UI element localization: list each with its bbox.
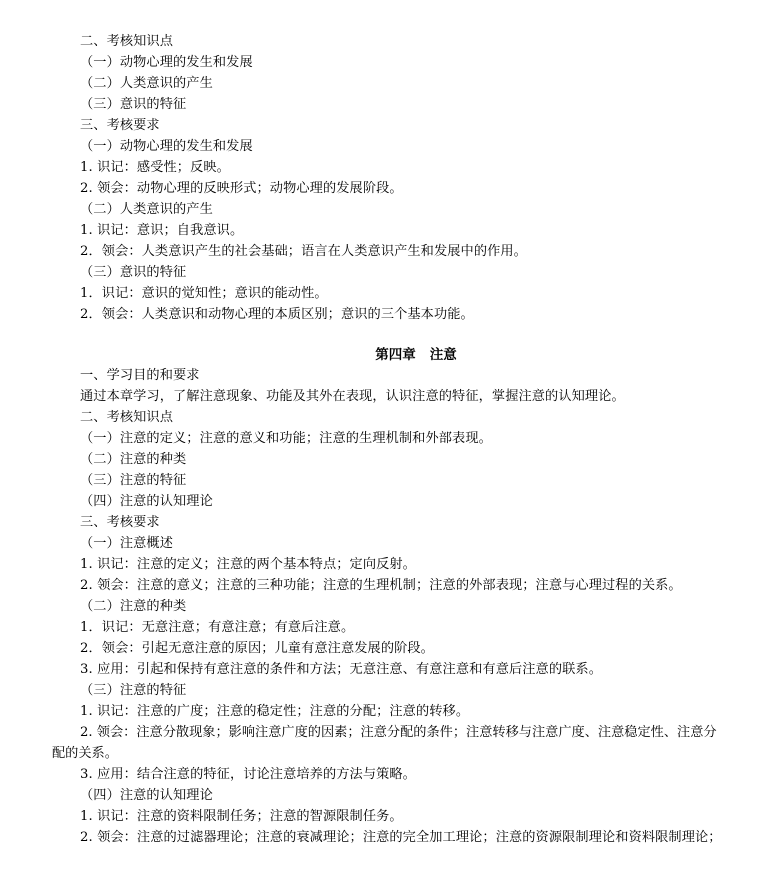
heading-requirements: 三、考核要求 <box>80 515 160 530</box>
requirement-item-wrapped: 2. 领会：注意分散现象；影响注意广度的因素；注意分配的条件；注意转移与注意广度、注意稳定性、注意分 <box>80 725 717 740</box>
requirement-item: 2．领会：引起无意注意的原因；儿童有意注意发展的阶段。 <box>80 641 434 656</box>
knowledge-point-item: （二）注意的种类 <box>80 452 187 467</box>
requirement-item: 1. 识记：注意的定义；注意的两个基本特点；定向反射。 <box>80 557 416 572</box>
objectives-text: 通过本章学习，了解注意现象、功能及其外在表现，认识注意的特征，掌握注意的认知理论。 <box>80 389 625 404</box>
requirement-item: 1. 识记：感受性；反映。 <box>80 160 230 175</box>
requirement-item: 3. 应用：结合注意的特征，讨论注意培养的方法与策略。 <box>80 767 416 782</box>
knowledge-point-item: （二）人类意识的产生 <box>80 76 213 91</box>
requirement-item: 2．领会：人类意识和动物心理的本质区别；意识的三个基本功能。 <box>80 307 474 322</box>
requirement-item-wrapped-continuation: 配的关系。 <box>52 746 118 761</box>
requirement-subheading: （一）动物心理的发生和发展 <box>80 139 253 154</box>
knowledge-point-item: （三）意识的特征 <box>80 97 187 112</box>
chapter-number: 第四章 <box>375 347 416 363</box>
knowledge-point-item: （一）动物心理的发生和发展 <box>80 55 253 70</box>
requirement-subheading: （三）意识的特征 <box>80 265 187 280</box>
knowledge-point-item: （一）注意的定义；注意的意义和功能；注意的生理机制和外部表现。 <box>80 431 492 446</box>
requirement-item: 2. 领会：动物心理的反映形式；动物心理的发展阶段。 <box>80 181 403 196</box>
heading-knowledge-points: 二、考核知识点 <box>80 410 174 425</box>
requirement-item: 1．识记：无意注意；有意注意；有意后注意。 <box>80 620 355 635</box>
heading-requirements: 三、考核要求 <box>80 118 160 133</box>
requirement-item: 3. 应用：引起和保持有意注意的条件和方法；无意注意、有意注意和有意后注意的联系。 <box>80 662 602 677</box>
requirement-subheading: （四）注意的认知理论 <box>80 788 213 803</box>
requirement-item: 2. 领会：注意的意义；注意的三种功能；注意的生理机制；注意的外部表现；注意与心理过程的关系。 <box>80 578 682 593</box>
requirement-item: 1. 识记：注意的广度；注意的稳定性；注意的分配；注意的转移。 <box>80 704 470 719</box>
requirement-subheading: （三）注意的特征 <box>80 683 187 698</box>
requirement-item: 2. 领会：注意的过滤器理论；注意的衰减理论；注意的完全加工理论；注意的资源限制理论和资料限制理论； <box>80 830 722 845</box>
knowledge-point-item: （三）注意的特征 <box>80 473 187 488</box>
heading-knowledge-points: 二、考核知识点 <box>80 34 174 49</box>
heading-objectives: 一、学习目的和要求 <box>80 368 200 383</box>
requirement-item: 1. 识记：注意的资料限制任务；注意的智源限制任务。 <box>80 809 403 824</box>
requirement-subheading: （二）注意的种类 <box>80 599 187 614</box>
chapter-title <box>0 345 762 365</box>
requirement-item: 2．领会：人类意识产生的社会基础；语言在人类意识产生和发展中的作用。 <box>80 244 527 259</box>
requirement-subheading: （二）人类意识的产生 <box>80 202 213 217</box>
chapter-name: 注意 <box>429 347 457 363</box>
knowledge-point-item: （四）注意的认知理论 <box>80 494 213 509</box>
requirement-item: 1. 识记：意识；自我意识。 <box>80 223 244 238</box>
requirement-subheading: （一）注意概述 <box>80 536 174 551</box>
requirement-item: 1．识记：意识的觉知性；意识的能动性。 <box>80 286 328 301</box>
